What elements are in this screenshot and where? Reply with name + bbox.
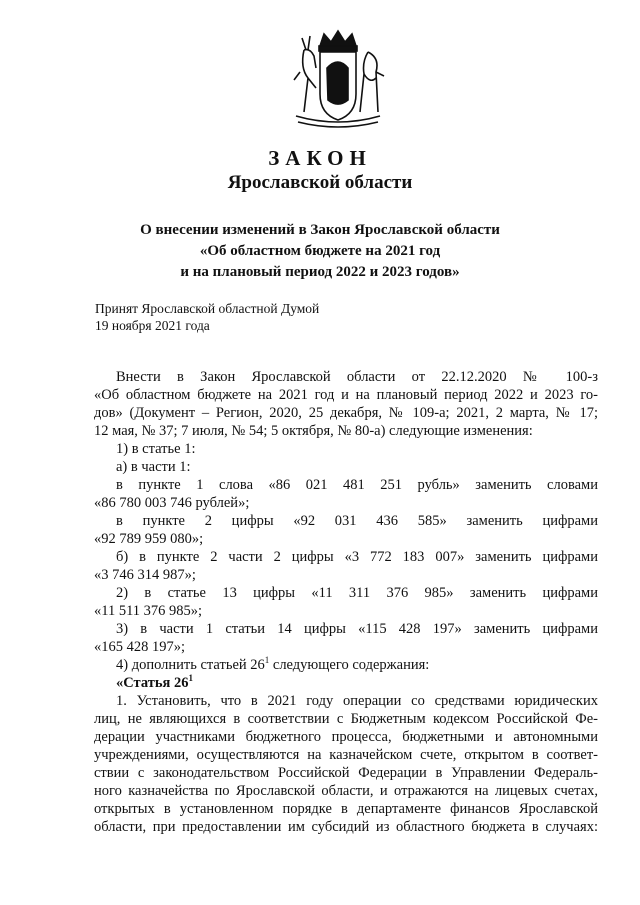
text-line: области, при предоставлении им субсидий из областного бюджета в случаях: <box>94 819 598 835</box>
law-body <box>94 368 598 836</box>
text-line: в пункте 2 цифры «92 031 436 585» заменить цифрами <box>116 513 598 529</box>
text-line: 1) в статье 1: <box>116 441 196 457</box>
text-line: лиц, не являющихся в соответствии с Бюджетным кодексом Российской Фе- <box>94 711 598 727</box>
text-line: 12 мая, № 37; 7 июля, № 54; 5 октября, № 80-а) следующие изменения: <box>94 423 533 439</box>
subject-line: и на плановый период 2022 и 2023 годов» <box>180 264 460 280</box>
adoption-line: Принят Ярославской областной Думой <box>95 301 320 316</box>
text-line: «11 511 376 985»; <box>94 603 203 619</box>
text-line: б) в пункте 2 части 2 цифры «3 772 183 007» заменить цифрами <box>116 549 598 565</box>
text-fragment: следующего содержания: <box>269 657 430 673</box>
text-line: открытых в установленном порядке в департаменте финансов Ярославской <box>94 801 598 817</box>
law-subject <box>0 220 640 283</box>
superscript: 1 <box>188 673 193 683</box>
text-line: «86 780 003 746 рублей»; <box>94 495 250 511</box>
text-line: а) в части 1: <box>116 459 191 475</box>
text-line: «Об областном бюджете на 2021 год и на плановый период 2022 и 2023 го- <box>94 387 598 403</box>
text-line: «165 428 197»; <box>94 639 186 655</box>
text-line: «3 746 314 987»; <box>94 567 196 583</box>
superscript: 1 <box>264 655 270 665</box>
text-line: 2) в статье 13 цифры «11 311 376 985» заменить цифрами <box>116 585 598 601</box>
subject-line: «Об областном бюджете на 2021 год <box>199 243 441 259</box>
text-line: в пункте 1 слова «86 021 481 251 рубль» заменить словами <box>116 477 598 493</box>
text-line: ствии с законодательством Российской Федерации в Управлении Федераль- <box>94 765 598 781</box>
text-line: 3) в части 1 статьи 14 цифры «115 428 197» заменить цифрами <box>116 621 598 637</box>
article-heading-text: «Статья 26 <box>116 675 189 691</box>
law-region: Ярославской области <box>227 172 413 193</box>
text-line: учреждениями, осуществляются на казначейском счете, открытом в соответ- <box>94 747 598 763</box>
text-line: дов» (Документ – Регион, 2020, 25 декабря, № 109-а; 2021, 2 марта, № 17; <box>94 405 598 421</box>
text-line: Внести в Закон Ярославской области от 22.12.2020 № 100-з <box>116 369 598 385</box>
law-title: ЗАКОН <box>268 146 372 170</box>
yaroslavl-coat-of-arms-icon <box>290 28 386 128</box>
text-fragment: 4) дополнить статьей 26 <box>116 657 265 673</box>
adoption-date: 19 ноября 2021 года <box>95 318 210 333</box>
subject-line: О внесении изменений в Закон Ярославской области <box>140 222 500 238</box>
text-line <box>94 656 598 674</box>
text-line: «92 789 959 080»; <box>94 531 204 547</box>
article-heading <box>94 674 598 692</box>
text-line: дерации участниками бюджетного процесса, бюджетными и автономными <box>94 729 598 745</box>
text-line: ного казначейства по Ярославской области, и отражаются на лицевых счетах, <box>94 783 598 799</box>
adoption-info <box>95 300 319 334</box>
text-line: 1. Установить, что в 2021 году операции со средствами юридических <box>116 693 598 709</box>
